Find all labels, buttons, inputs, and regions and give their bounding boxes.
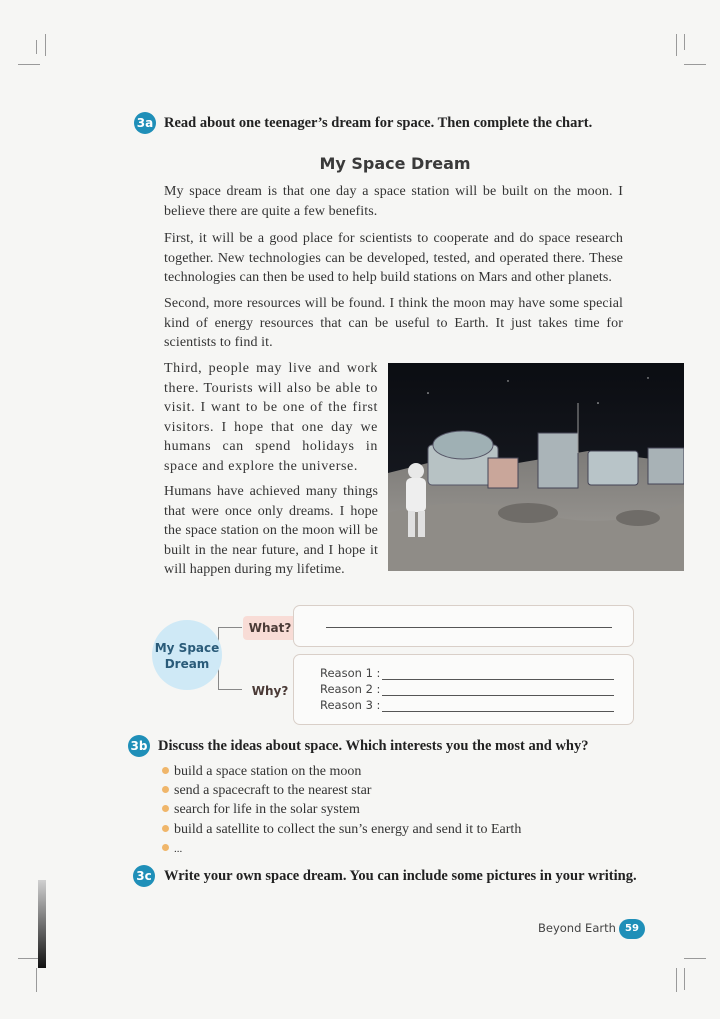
footer-unit-title: Beyond Earth — [538, 921, 616, 935]
instruction-3c: Write your own space dream. You can include some pictures in your writing. — [164, 868, 637, 884]
reason-3-label: Reason 3 : — [320, 698, 381, 712]
chart-center-label — [152, 640, 222, 672]
list-item — [162, 802, 360, 818]
what-answer-box — [293, 605, 634, 647]
bullet-dot — [162, 805, 169, 812]
section-badge-3b: 3b — [128, 735, 150, 757]
bullet-dot — [162, 767, 169, 774]
list-item-text: search for life in the solar system — [174, 802, 360, 817]
crop-mark — [36, 968, 37, 992]
chart-center-line1: My Space — [154, 641, 220, 655]
crop-mark — [18, 958, 40, 959]
crop-mark — [684, 64, 706, 65]
reason-1-label: Reason 1 : — [320, 666, 381, 680]
paragraph-3: Second, more resources will be found. I think the moon may have some special kind of energy resources that can be useful to Earth. It just takes time for scientists to find it. — [164, 296, 623, 350]
article-title: My Space Dream — [319, 154, 471, 173]
instruction-3b: Discuss the ideas about space. Which interests you the most and why? — [158, 738, 589, 754]
section-badge-3c: 3c — [133, 865, 155, 887]
crop-mark — [45, 34, 46, 56]
chart-connector — [218, 627, 242, 628]
crop-mark — [684, 958, 706, 959]
instruction-3a: Read about one teenager’s dream for space. Then complete the chart. — [164, 115, 593, 131]
reason-2-label: Reason 2 : — [320, 682, 381, 696]
crop-mark — [684, 968, 685, 990]
moon-base-photo — [388, 363, 684, 571]
chart-center-line2: Dream — [164, 657, 210, 671]
list-item — [162, 783, 371, 799]
crop-mark — [676, 968, 677, 992]
paragraph-2: First, it will be a good place for scientists to cooperate and do space research together. New technologies can be developed, tested, and operated there. These technologies can then be used to help build stations on Mars and other planets. — [164, 231, 623, 285]
chart-connector — [218, 689, 242, 690]
list-item — [162, 822, 521, 838]
reason-3-line[interactable] — [382, 711, 614, 712]
list-item-text: ... — [174, 843, 183, 855]
bullet-dot — [162, 786, 169, 793]
list-item-text: send a spacecraft to the nearest star — [174, 783, 372, 798]
what-label: What? — [243, 616, 297, 640]
reason-1-line[interactable] — [382, 679, 614, 680]
paragraph-1: My space dream is that one day a space station will be built on the moon. I believe there are quite a few benefits. — [164, 184, 623, 219]
crop-mark — [36, 40, 37, 54]
side-gradient-strip — [38, 880, 46, 968]
list-item-text: build a space station on the moon — [174, 764, 362, 779]
list-item-text: build a satellite to collect the sun’s energy and send it to Earth — [174, 822, 522, 837]
what-answer-line[interactable] — [326, 627, 612, 628]
crop-mark — [676, 34, 677, 56]
list-item — [162, 841, 182, 857]
paragraph-5: Humans have achieved many things that were once only dreams. I hope the space station on the moon will be built in the near future, and I hope it will happen during my lifetime. — [164, 484, 378, 577]
crop-mark — [684, 34, 685, 50]
page-number-badge: 59 — [619, 919, 645, 939]
bullet-dot — [162, 825, 169, 832]
list-item — [162, 764, 361, 780]
section-badge-3a: 3a — [134, 112, 156, 134]
bullet-dot — [162, 844, 169, 851]
why-label: Why? — [251, 684, 289, 698]
reason-2-line[interactable] — [382, 695, 614, 696]
crop-mark — [18, 64, 40, 65]
paragraph-4: Third, people may live and work there. Tourists will also be able to visit. I want to be one of the first visitors. I hope that one day we humans can spend holidays in space and explore the universe. — [164, 361, 378, 474]
